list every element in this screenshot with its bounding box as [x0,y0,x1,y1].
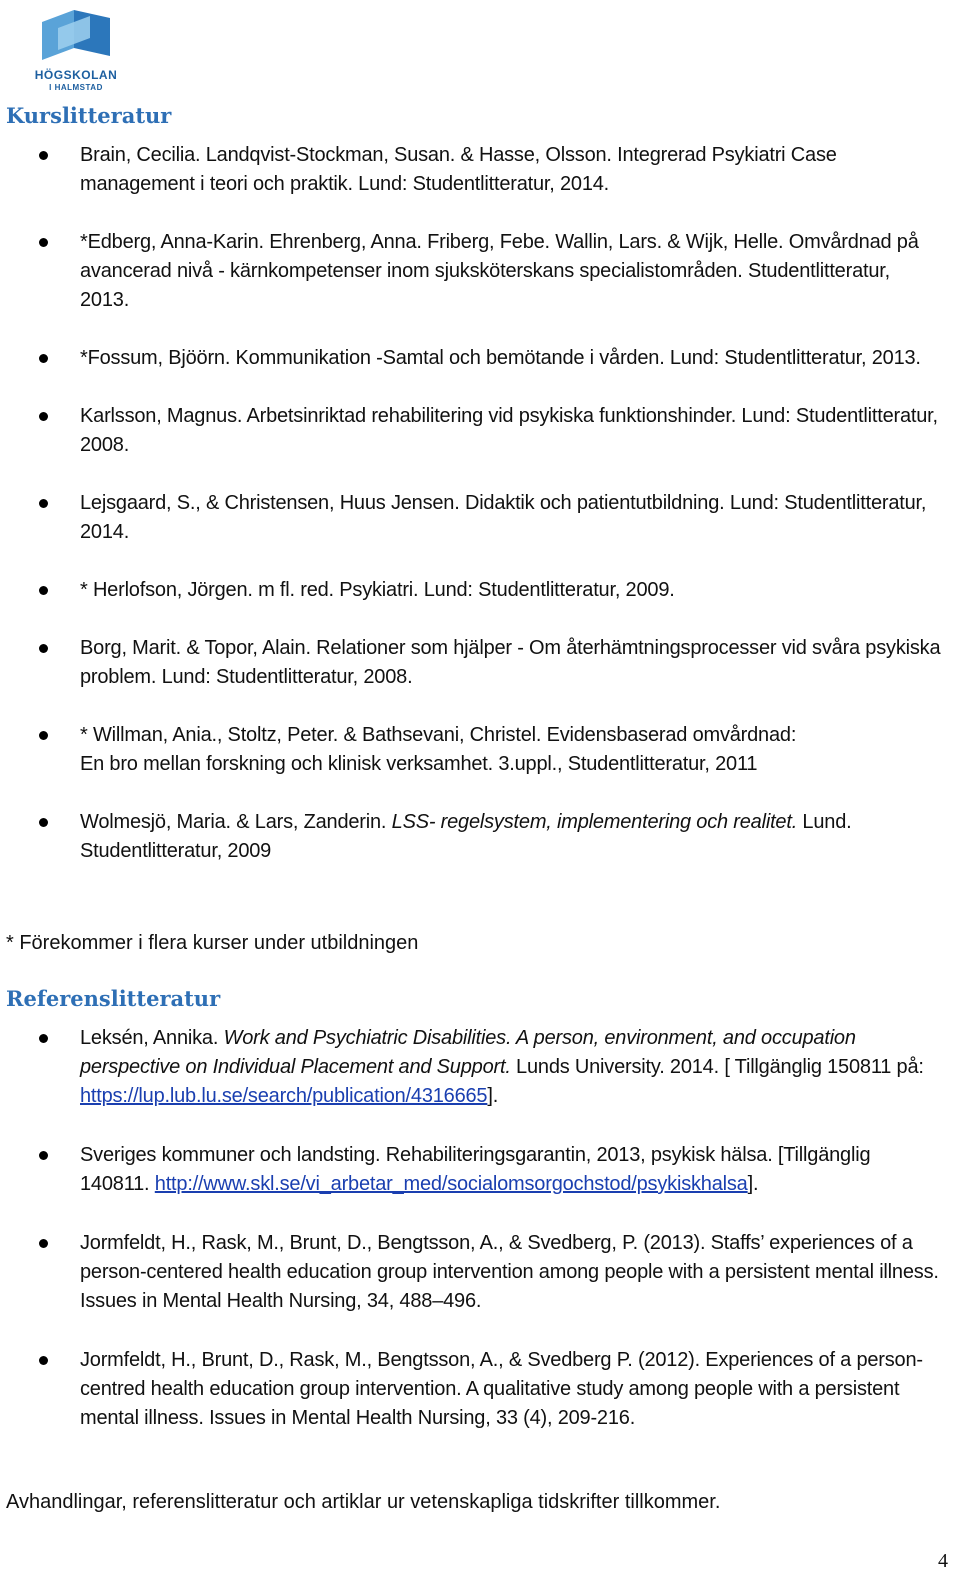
list-item [0,808,950,866]
list-item [0,228,950,315]
list-item [0,344,950,373]
page-number: 4 [938,1550,948,1572]
list-item [0,489,950,547]
list-item [0,576,950,605]
bullet-icon [39,1151,48,1160]
reference-text: Jormfeldt, H., Rask, M., Brunt, D., Bengtsson, A., & Svedberg, P. (2013). Staffs’ experiences of a person-centered health education group intervention among people with a persistent mental illness. Issues in Mental Health Nursing, 34, 488–496. [80,1232,939,1312]
bullet-icon [39,354,48,363]
footnote: * Förekommer i flera kurser under utbildningen [6,932,419,954]
reference-authors: Wolmesjö, Maria. & Lars, Zanderin. [80,811,392,833]
bullet-icon [39,586,48,595]
reference-text-line2: En bro mellan forskning och klinisk verksamhet. 3.uppl., Studentlitteratur, 2011 [80,753,758,775]
reference-literature-heading: Referenslitteratur [6,986,221,1011]
list-item [0,634,950,692]
bullet-icon [39,499,48,508]
bullet-icon [39,644,48,653]
reference-text: Brain, Cecilia. Landqvist-Stockman, Susan. & Hasse, Olsson. Integrerad Psykiatri Case management i teori och praktik. Lund: Studentlitteratur, 2014. [80,144,837,195]
logo-name-line1: HÖGSKOLAN [34,68,118,82]
reference-link[interactable]: https://lup.lub.lu.se/search/publication/4316665 [80,1085,488,1107]
reference-text: Jormfeldt, H., Brunt, D., Rask, M., Bengtsson, A., & Svedberg P. (2012). Experiences of a person-centred health education group intervention. A qualitative study among people with a persistent mental illness. Issues in Mental Health Nursing, 33 (4), 209-216. [80,1349,923,1429]
reference-title: Work and Psychiatric Disabilities. A person, environment, and occupation perspective on Individual Placement and Support. [80,1027,856,1078]
bullet-icon [39,1034,48,1043]
university-logo [24,8,128,94]
list-item [0,721,950,779]
reference-text: Sveriges kommuner och landsting. Rehabiliteringsgarantin, 2013, psykisk hälsa. [Tillgänglig 140811. [80,1144,871,1195]
reference-text: Borg, Marit. & Topor, Alain. Relationer som hjälper - Om återhämtningsprocesser vid svåra psykiska problem. Lund: Studentlitteratur, 2008. [80,637,941,688]
bullet-icon [39,151,48,160]
logo-emblem-icon [36,8,116,66]
reference-text: * Herlofson, Jörgen. m fl. red. Psykiatri. Lund: Studentlitteratur, 2009. [80,579,675,601]
list-item [0,1229,950,1316]
reference-end: ]. [747,1173,759,1195]
reference-text: *Fossum, Bjöörn. Kommunikation -Samtal och bemötande i vården. Lund: Studentlitteratur, 2013. [80,347,921,369]
reference-publisher: Lund. Studentlitteratur, 2009 [80,811,852,862]
reference-availability: Lunds University. 2014. [ Tillgänglig 150811 på: [510,1056,924,1078]
bullet-icon [39,238,48,247]
course-literature-list [0,141,950,895]
reference-authors: Leksén, Annika. [80,1027,224,1049]
reference-link[interactable]: http://www.skl.se/vi_arbetar_med/socialomsorgochstod/psykiskhalsa [154,1173,748,1195]
list-item [0,402,950,460]
course-literature-heading: Kurslitteratur [6,103,172,128]
reference-end: ]. [487,1085,499,1107]
reference-title: LSS- regelsystem, implementering och realitet. [391,811,798,833]
reference-text-line1: * Willman, Ania., Stoltz, Peter. & Bathsevani, Christel. Evidensbaserad omvårdnad: [80,724,797,746]
bullet-icon [39,1356,48,1365]
list-item [0,1346,950,1433]
list-item [0,1024,950,1111]
bullet-icon [39,412,48,421]
list-item [0,1141,950,1199]
bullet-icon [39,1239,48,1248]
reference-text: *Edberg, Anna-Karin. Ehrenberg, Anna. Friberg, Febe. Wallin, Lars. & Wijk, Helle. Omvårdnad på avancerad nivå - kärnkompetenser inom sjuksköterskans specialistområden. Studentlitteratur, 2013. [80,231,919,311]
reference-literature-list [0,1024,950,1463]
bullet-icon [39,818,48,827]
closing-note: Avhandlingar, referenslitteratur och artiklar ur vetenskapliga tidskrifter tillkommer. [6,1491,721,1513]
reference-text: Lejsgaard, S., & Christensen, Huus Jensen. Didaktik och patientutbildning. Lund: Studentlitteratur, 2014. [80,492,927,543]
list-item [0,141,950,199]
bullet-icon [39,731,48,740]
logo-name-line2: I HALMSTAD [49,83,103,92]
reference-text: Karlsson, Magnus. Arbetsinriktad rehabilitering vid psykiska funktionshinder. Lund: Studentlitteratur, 2008. [80,405,938,456]
